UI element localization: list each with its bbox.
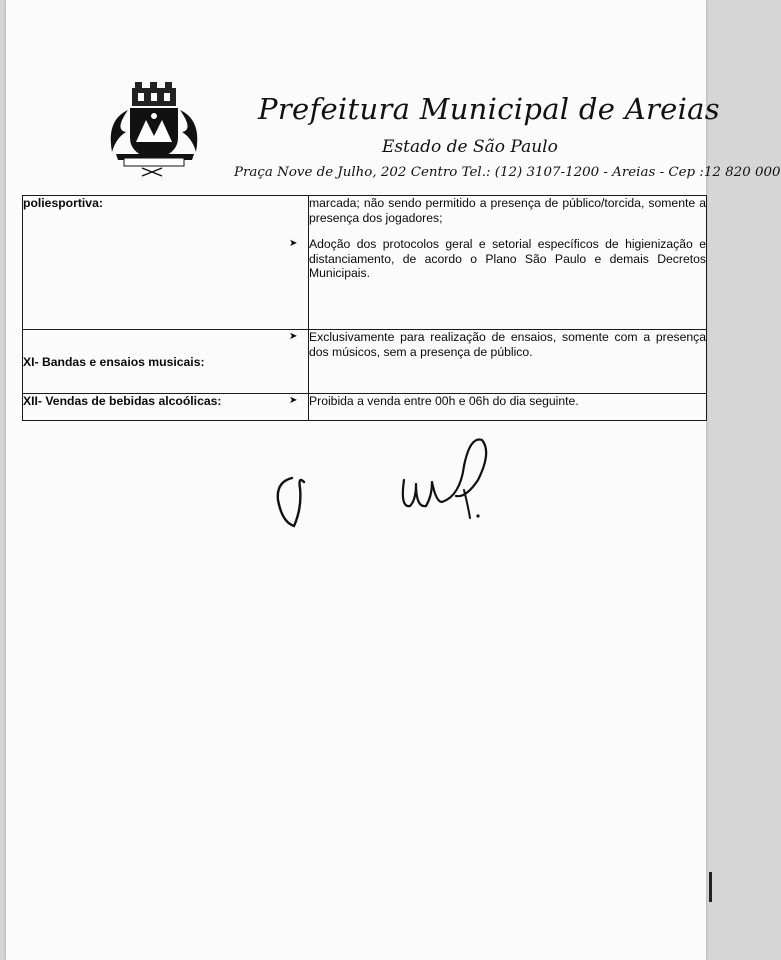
arrowhead-bullet-icon: ➤: [289, 238, 298, 249]
handwritten-signature: [264, 430, 504, 540]
activity-label: poliesportiva:: [23, 196, 309, 330]
table-row: [23, 394, 707, 421]
arrowhead-bullet-icon: ➤: [289, 395, 298, 406]
rule-bullet: [289, 237, 706, 281]
activity-label: XI- Bandas e ensaios musicais:: [23, 330, 309, 394]
rule-cell: [289, 196, 707, 330]
municipal-crest-icon: [102, 80, 206, 178]
rule-bullet-text: Exclusivamente para realização de ensaios, somente com a presença dos músicos, sem a presença de público.: [309, 330, 706, 359]
rule-bullet: [289, 394, 706, 409]
rule-cell: [289, 394, 707, 421]
activity-label: XII- Vendas de bebidas alcoólicas:: [23, 394, 309, 421]
rule-cell: [289, 330, 707, 394]
arrowhead-bullet-icon: ➤: [289, 331, 298, 342]
document-page: [6, 0, 781, 960]
rules-table: [22, 195, 707, 421]
address-line: Praça Nove de Julho, 202 Centro Tel.: (12) 3107-1200 - Areias - Cep :12 820 000: [234, 165, 781, 180]
state-subtitle: Estado de São Paulo: [382, 137, 558, 157]
table-row: [23, 330, 707, 394]
scan-edge-mark: [709, 872, 712, 902]
rule-continuation-text: marcada; não sendo permitido a presença de público/torcida, somente a presença dos jogadores;: [309, 196, 706, 225]
rule-bullet-text: Adoção dos protocolos geral e setorial específicos de higienização e distanciamento, de acordo o Plano São Paulo e demais Decretos Municipais.: [309, 237, 706, 280]
rule-bullet: [289, 330, 706, 359]
table-row: [23, 196, 707, 330]
page-title: Prefeitura Municipal de Areias: [258, 92, 720, 126]
rule-bullet-text: Proibida a venda entre 00h e 06h do dia seguinte.: [309, 394, 579, 408]
